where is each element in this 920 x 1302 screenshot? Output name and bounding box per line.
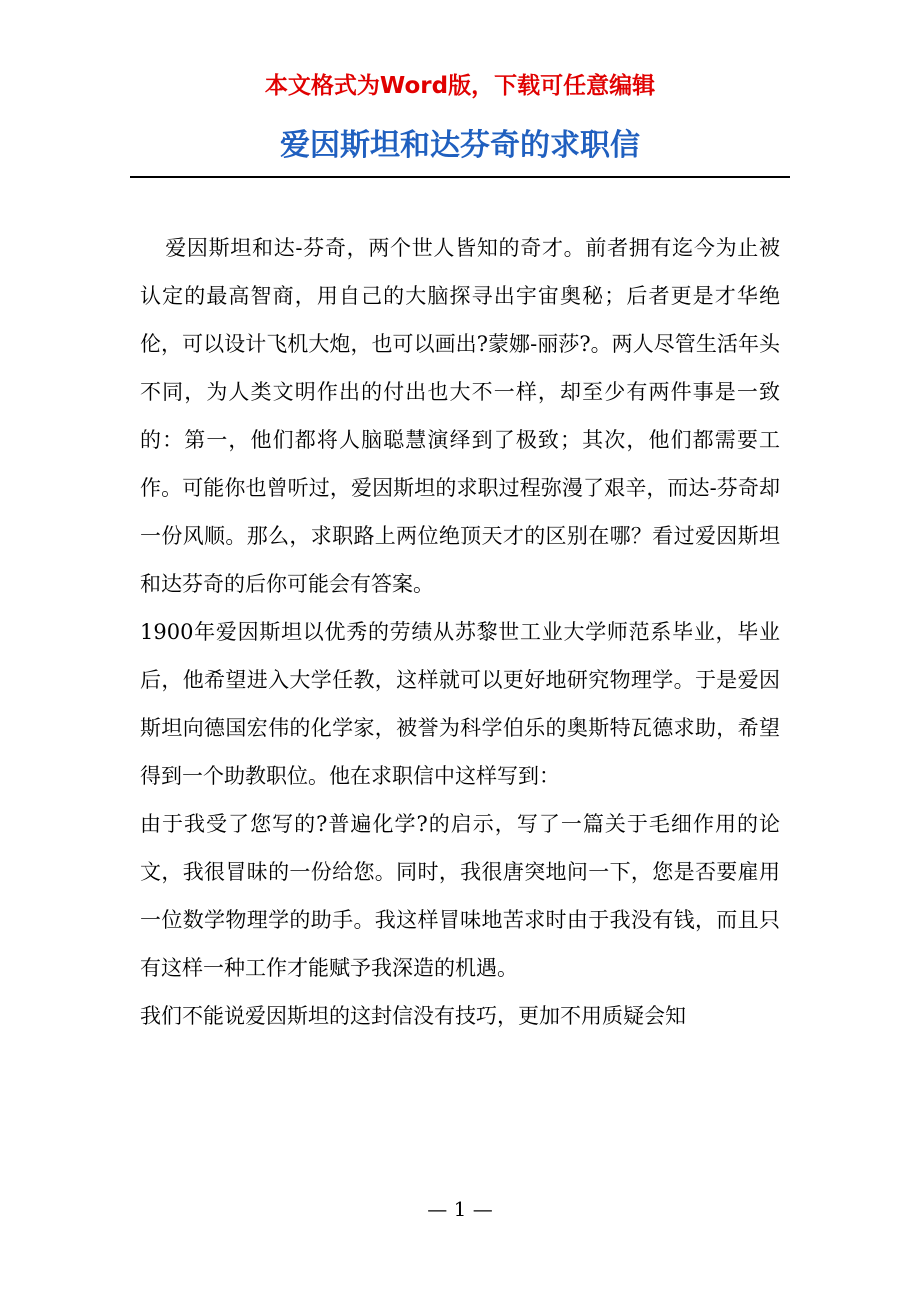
paragraph-1900: 1900年爱因斯坦以优秀的劳绩从苏黎世工业大学师范系毕业，毕业后，他希望进入大学任教，这样就可以更好地研究物理学。于是爱因斯坦向德国宏伟的化学家，被誉为科学伯乐的奥斯特瓦德求助，希望得到一个助教职位。他在求职信中这样写到： xyxy=(140,620,780,788)
document-body xyxy=(140,224,780,1040)
document-title: 爱因斯坦和达芬奇的求职信 xyxy=(280,128,640,163)
page-number: — 1 — xyxy=(427,1197,493,1221)
title-divider xyxy=(130,176,790,178)
paragraph-intro: 爱因斯坦和达-芬奇，两个世人皆知的奇才。前者拥有迄今为止被认定的最高智商，用自己的大脑探寻出宇宙奥秘；后者更是才华绝伦，可以设计飞机大炮，也可以画出?蒙娜-丽莎?。两人尽管生活年头不同，为人类文明作出的付出也大不一样，却至少有两件事是一致的：第一，他们都将人脑聪慧演绎到了极致；其次，他们都需要工作。可能你也曾听过，爱因斯坦的求职过程弥漫了艰辛，而达-芬奇却一份风顺。那么，求职路上两位绝顶天才的区别在哪？看过爱因斯坦和达芬奇的后你可能会有答案。 xyxy=(140,236,780,596)
paragraph-commentary: 我们不能说爱因斯坦的这封信没有技巧，更加不用质疑会知 xyxy=(140,1004,686,1028)
paragraph-letter-quote: 由于我受了您写的?普遍化学?的启示，写了一篇关于毛细作用的论文，我很冒昧的一份给您。同时，我很唐突地问一下，您是否要雇用一位数学物理学的助手。我这样冒味地苦求时由于我没有钱，而且只有这样一种工作才能赋予我深造的机遇。 xyxy=(140,812,780,980)
format-notice-banner: 本文格式为Word版，下载可任意编辑 xyxy=(264,73,656,99)
